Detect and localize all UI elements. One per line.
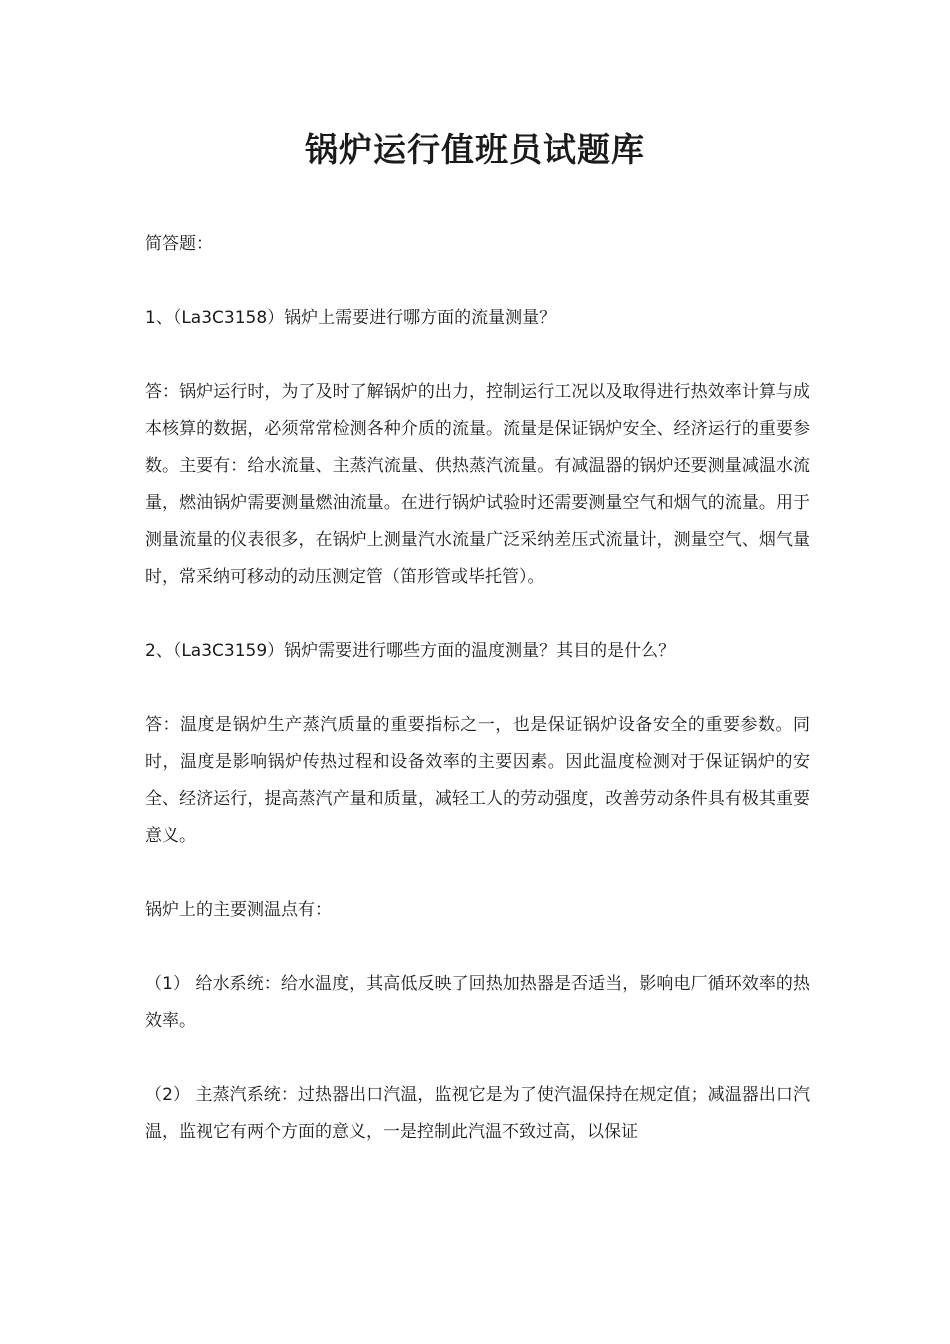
question-2: 2、（La3C3159）锅炉需要进行哪些方面的温度测量？其目的是什么？ bbox=[145, 641, 676, 661]
document-body bbox=[145, 226, 810, 1151]
question-1: 1、（La3C3158）锅炉上需要进行哪方面的流量测量？ bbox=[145, 308, 557, 328]
answer-1: 答：锅炉运行时，为了及时了解锅炉的出力，控制运行工况以及取得进行热效率计算与成本核算的数据，必须常常检测各种介质的流量。流量是保证锅炉安全、经济运行的重要参数。主要有：给水流量、主蒸汽流量、供热蒸汽流量。有减温器的锅炉还要测量减温水流量，燃油锅炉需要测量燃油流量。在进行锅炉试验时还需要测量空气和烟气的流量。用于测量流量的仪表很多，在锅炉上测量汽水流量广泛采纳差压式流量计，测量空气、烟气量时，常采纳可移动的动压测定管（笛形管或毕托管）。 bbox=[145, 382, 810, 587]
point-1: （1） 给水系统：给水温度，其高低反映了回热加热器是否适当，影响电厂循环效率的热效率。 bbox=[145, 974, 810, 1031]
section-heading: 简答题： bbox=[145, 234, 213, 254]
points-intro: 锅炉上的主要测温点有： bbox=[145, 900, 332, 920]
document-title: 锅炉运行值班员试题库 bbox=[305, 130, 645, 169]
answer-2: 答：温度是锅炉生产蒸汽质量的重要指标之一，也是保证锅炉设备安全的重要参数。同时，温度是影响锅炉传热过程和设备效率的主要因素。因此温度检测对于保证锅炉的安全、经济运行，提高蒸汽产量和质量，减轻工人的劳动强度，改善劳动条件具有极其重要意义。 bbox=[145, 715, 810, 846]
point-2: （2） 主蒸汽系统：过热器出口汽温，监视它是为了使汽温保持在规定值；减温器出口汽温，监视它有两个方面的意义，一是控制此汽温不致过高，以保证 bbox=[145, 1085, 810, 1142]
